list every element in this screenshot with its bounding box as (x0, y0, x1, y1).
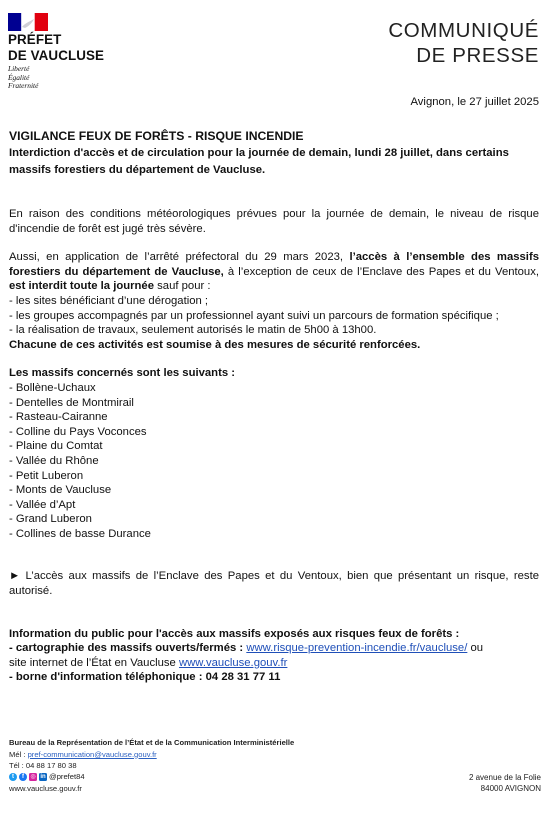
social-links (9, 772, 369, 783)
list-item: - Monts de Vaucluse (9, 484, 112, 497)
motto-egalite: Égalité (8, 72, 30, 82)
decree-text-3: sauf pour : (154, 280, 211, 293)
footer-mail-line (9, 749, 369, 761)
info-heading: Information du public pour l'accès aux massifs exposés aux risques feux de forêts : (9, 627, 460, 640)
date-line: Avignon, le 27 juillet 2025 (410, 96, 539, 108)
spacer (9, 599, 539, 627)
carto-line (9, 641, 539, 656)
arrow-icon: ► (9, 570, 21, 583)
list-item: - Grand Luberon (9, 513, 92, 526)
carto-or: ou (467, 642, 484, 655)
logo-line-2: DE VAUCLUSE (8, 48, 105, 63)
address-line-1: 2 avenue de la Folie (468, 773, 541, 782)
site-line (9, 656, 539, 671)
instagram-icon[interactable]: ◎ (30, 774, 36, 781)
site-link[interactable]: www.vaucluse.gouv.fr (178, 656, 288, 669)
motto-liberte: Liberté (8, 64, 30, 73)
spacer (9, 179, 539, 207)
linkedin-icon[interactable]: in (40, 774, 46, 781)
list-item: - Bollène-Uchaux (9, 381, 96, 394)
list-item: - Dentelles de Montmirail (9, 396, 134, 409)
motto-fraternite: Fraternité (8, 81, 39, 91)
list-item: - Rasteau-Cairanne (9, 411, 108, 424)
footer-contact (9, 737, 369, 794)
spacer (9, 541, 539, 569)
release-title: VIGILANCE FEUX DE FORÊTS - RISQUE INCENDIE (9, 129, 304, 143)
security-note: Chacune de ces activités est soumise à des mesures de sécurité renforcées. (9, 338, 421, 351)
enclave-note (9, 569, 539, 598)
list-item: - Colline du Pays Voconces (9, 425, 147, 438)
list-item: - Collines de basse Durance (9, 527, 151, 540)
prefecture-address (469, 772, 541, 794)
exception-item: - la réalisation de travaux, seulement autorisés le matin de 5h00 à 13h00. (9, 324, 377, 337)
footer-site: www.vaucluse.gouv.fr (9, 783, 82, 793)
footer-tel: Tél : 04 88 17 80 38 (9, 761, 77, 771)
footer-bureau: Bureau de la Représentation de l’État et de la Communication Interministérielle (9, 738, 295, 747)
phone-label: - borne d'information téléphonique : (9, 671, 206, 684)
facebook-icon[interactable]: f (19, 773, 27, 781)
exception-item: - les groupes accompagnés par un professionnel ayant suivi un parcours de formation spécifique ; (9, 309, 499, 322)
spacer (9, 236, 539, 250)
prefet-logo (8, 13, 148, 91)
weather-paragraph: En raison des conditions météorologiques prévues pour la journée de demain, le niveau de risque d'incendie de forêt est jugé très sévère. (9, 208, 539, 235)
carto-link[interactable]: www.risque-prevention-incendie.fr/vaucluse/ (246, 642, 468, 655)
site-text: site internet de l’État en Vaucluse (9, 656, 179, 669)
marianne-flag-icon (8, 13, 48, 31)
social-handle: @prefet84 (49, 772, 85, 782)
list-item: - Petit Luberon (9, 469, 84, 482)
massifs-list (9, 381, 539, 542)
twitter-icon[interactable]: t (9, 773, 17, 781)
decree-text-1: Aussi, en application de l’arrêté préfectoral du 29 mars 2023, (9, 251, 350, 264)
decree-bold-1: l’accès à l’ensemble des massifs forestiers du département de Vaucluse, (9, 251, 539, 278)
enclave-note-text: L’accès aux massifs de l’Enclave des Papes et du Ventoux, bien que présentant un risque, reste autorisé. (9, 570, 539, 598)
decree-bold-2: est interdit toute la journée (9, 280, 154, 293)
release-subtitle: Interdiction d'accès et de circulation pour la journée de demain, lundi 28 juillet, dans certains massifs forestiers du département de Vaucluse. (9, 147, 509, 176)
decree-text-2: à l’exception de ceux de l’Enclave des Papes et du Ventoux, (223, 265, 540, 278)
massifs-heading: Les massifs concernés sont les suivants : (9, 367, 236, 380)
carto-label: - cartographie des massifs ouverts/fermés : (9, 642, 244, 655)
phone-line (9, 670, 539, 685)
decree-paragraph (9, 250, 539, 294)
mail-label: Mél : (9, 749, 28, 759)
press-title-line-2: DE PRESSE (416, 44, 539, 67)
list-item: - Vallée d’Apt (9, 498, 76, 511)
phone-number: 04 28 31 77 11 (205, 671, 281, 684)
press-title-line-1: COMMUNIQUÉ (388, 19, 539, 42)
exception-item: - les sites bénéficiant d’une dérogation ; (9, 294, 209, 307)
mail-link[interactable]: pref-communication@vaucluse.gouv.fr (27, 749, 157, 759)
press-release-title (388, 18, 539, 68)
spacer (9, 352, 539, 366)
release-body (9, 128, 539, 685)
list-item: - Vallée du Rhône (9, 454, 99, 467)
republic-motto (8, 65, 148, 91)
list-item: - Plaine du Comtat (9, 440, 103, 453)
address-line-2: 84000 AVIGNON (480, 784, 541, 793)
logo-line-1: PRÉFET (8, 32, 62, 47)
